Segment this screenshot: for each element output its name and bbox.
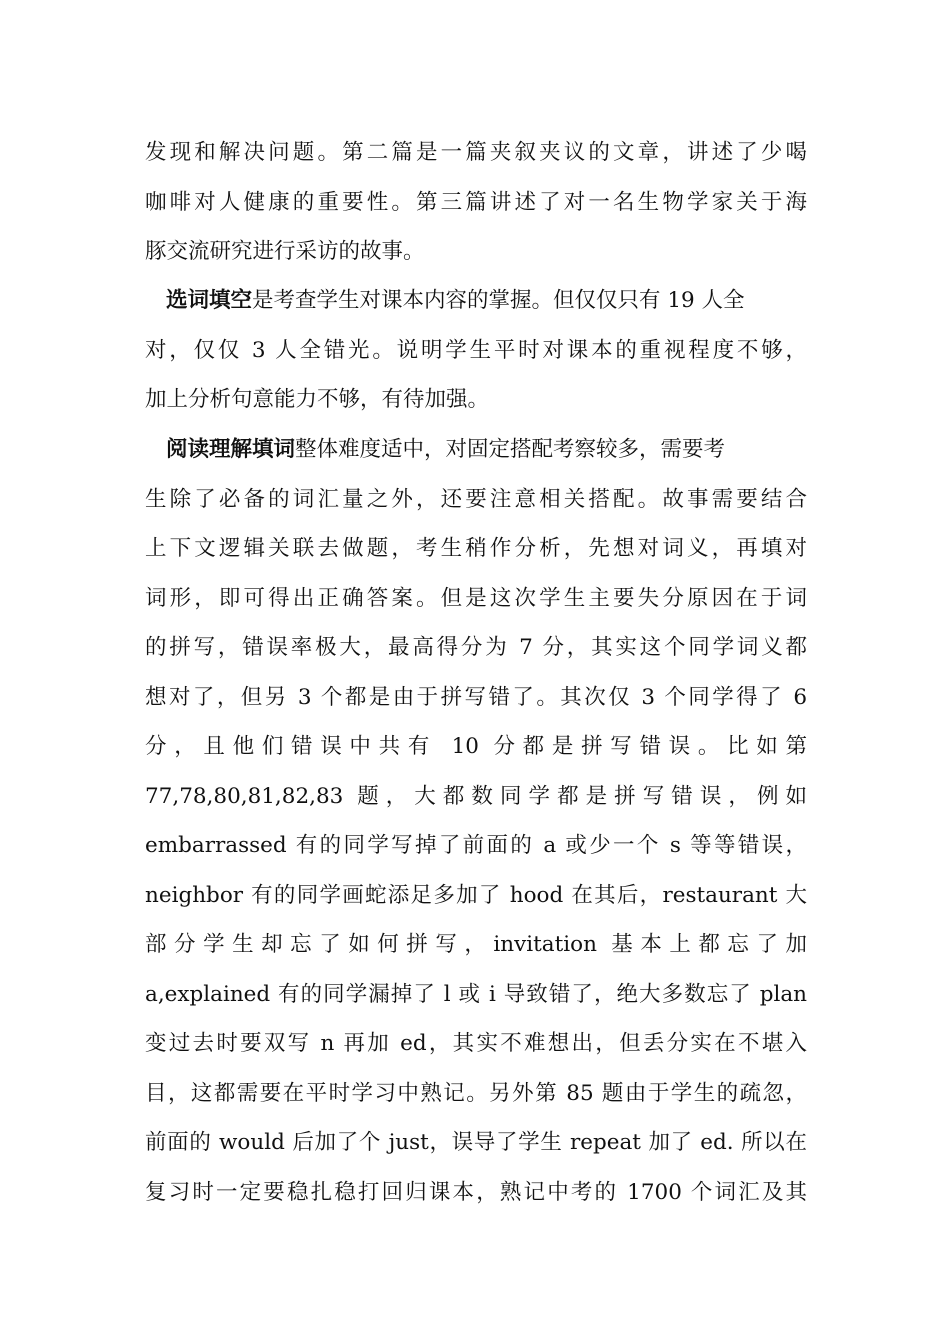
text-line: 的拼写，错误率极大，最高得分为 7 分，其实这个同学词义都 bbox=[145, 635, 807, 660]
text-line: 复习时一定要稳扎稳打回归课本，熟记中考的 1700 个词汇及其 bbox=[145, 1179, 807, 1205]
section-heading: 选词填空 bbox=[166, 288, 253, 313]
text-span: 整体难度适中，对固定搭配考察较多，需要考 bbox=[295, 437, 726, 462]
paragraph-reading-summary bbox=[145, 128, 807, 277]
text-span: 是考查学生对课本内容的掌握。但仅仅只有 19 人全 bbox=[252, 288, 745, 313]
text-line: 部分学生却忘了如何拼写，invitation 基本上都忘了加 bbox=[145, 932, 807, 957]
text-line: 词形，即可得出正确答案。但是这次学生主要失分原因在于词 bbox=[145, 585, 807, 611]
section-heading: 阅读理解填词 bbox=[166, 437, 296, 462]
text-line: 77,78,80,81,82,83 题，大都数同学都是拼写错误，例如 bbox=[145, 783, 807, 809]
paragraph-word-selection bbox=[145, 276, 807, 425]
text-line bbox=[145, 276, 807, 326]
text-line: 分，且他们错误中共有 10 分都是拼写错误。比如第 bbox=[145, 734, 807, 759]
text-line: 豚交流研究进行采访的故事。 bbox=[145, 239, 425, 264]
text-line: 对，仅仅 3 人全错光。说明学生平时对课本的重视程度不够， bbox=[145, 337, 807, 363]
text-line: 想对了，但另 3 个都是由于拼写错了。其次仅 3 个同学得了 6 bbox=[145, 684, 807, 710]
text-line: 生除了必备的词汇量之外，还要注意相关搭配。故事需要结合 bbox=[145, 486, 807, 512]
text-line: embarrassed 有的同学写掉了前面的 a 或少一个 s 等等错误， bbox=[145, 833, 807, 858]
text-line: a,explained 有的同学漏掉了 l 或 i 导致错了，绝大多数忘了 plan bbox=[145, 981, 807, 1007]
text-line: 上下文逻辑关联去做题，考生稍作分析，先想对词义，再填对 bbox=[145, 536, 807, 561]
text-line: 前面的 would 后加了个 just，误导了学生 repeat 加了 ed. 所以在 bbox=[145, 1130, 807, 1155]
text-line: neighbor 有的同学画蛇添足多加了 hood 在其后，restaurant 大 bbox=[145, 882, 807, 908]
text-line bbox=[145, 425, 807, 475]
paragraph-reading-fill bbox=[145, 425, 807, 1217]
text-line: 发现和解决问题。第二篇是一篇夹叙夹议的文章，讲述了少喝 bbox=[145, 140, 807, 165]
text-line: 目，这都需要在平时学习中熟记。另外第 85 题由于学生的疏忽， bbox=[145, 1080, 807, 1106]
text-line: 变过去时要双写 n 再加 ed，其实不难想出，但丢分实在不堪入 bbox=[145, 1031, 807, 1056]
text-line: 咖啡对人健康的重要性。第三篇讲述了对一名生物学家关于海 bbox=[145, 189, 807, 215]
text-line: 加上分析句意能力不够，有待加强。 bbox=[145, 387, 490, 412]
